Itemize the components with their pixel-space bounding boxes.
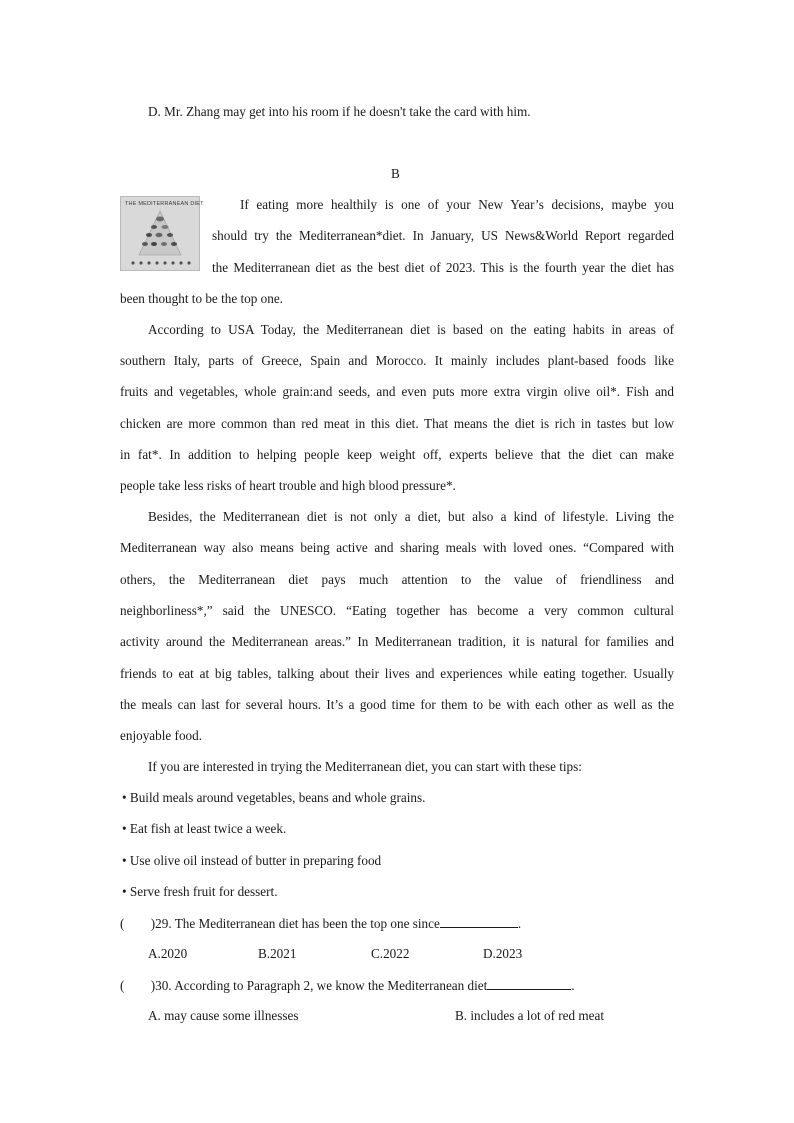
p3-line-3: others, the Mediterranean diet pays much attention to the value of friendliness and bbox=[120, 572, 674, 587]
p2-line-6: people take less risks of heart trouble and high blood pressure*. bbox=[120, 478, 456, 493]
p2-line-3: fruits and vegetables, whole grain:and seeds, and even puts more extra virgin olive oil*. Fish and bbox=[120, 384, 674, 399]
p1-line-3: the Mediterranean diet as the best diet of 2023. This is the fourth year the diet has bbox=[212, 260, 674, 275]
p1-line-4: been thought to be the top one. bbox=[120, 291, 283, 306]
answer-paren[interactable]: ( ) bbox=[120, 916, 156, 931]
answer-blank[interactable] bbox=[487, 977, 571, 990]
answer-paren[interactable]: ( ) bbox=[120, 978, 156, 993]
q29-option-d[interactable]: D.2023 bbox=[483, 946, 523, 961]
q30-option-a[interactable]: A. may cause some illnesses bbox=[148, 1008, 299, 1023]
q29-option-c[interactable]: C.2022 bbox=[371, 946, 410, 961]
p3-line-1: Besides, the Mediterranean diet is not only a diet, but also a kind of lifestyle. Living the bbox=[148, 509, 674, 524]
q29-option-a[interactable]: A.2020 bbox=[148, 946, 188, 961]
tip-item: • Serve fresh fruit for dessert. bbox=[122, 884, 278, 899]
p1-line-2: should try the Mediterranean*diet. In January, US News&World Report regarded bbox=[212, 228, 674, 243]
p2-line-5: in fat*. In addition to helping people keep weight off, experts believe that the diet can make bbox=[120, 447, 674, 462]
tip-item: • Build meals around vegetables, beans and whole grains. bbox=[122, 790, 426, 805]
p3-line-5: activity around the Mediterranean areas.” In Mediterranean tradition, it is natural for families and bbox=[120, 634, 674, 649]
p3-line-8: enjoyable food. bbox=[120, 728, 203, 743]
p1-line-1: If eating more healthily is one of your New Year’s decisions, maybe you bbox=[240, 197, 674, 212]
tip-item: • Use olive oil instead of butter in preparing food bbox=[122, 853, 382, 868]
tip-item: • Eat fish at least twice a week. bbox=[122, 821, 287, 836]
answer-blank[interactable] bbox=[440, 915, 518, 928]
p3-line-6: friends to eat at big tables, talking about their lives and experiences while eating together. Usually bbox=[120, 666, 674, 681]
p2-line-4: chicken are more common than red meat in this diet. That means the diet is rich in tastes but low bbox=[120, 416, 674, 431]
question-30 bbox=[120, 977, 575, 994]
tips-intro: If you are interested in trying the Mediterranean diet, you can start with these tips: bbox=[148, 759, 582, 774]
p2-line-1: According to USA Today, the Mediterranean diet is based on the eating habits in areas of bbox=[148, 322, 674, 337]
question-29 bbox=[120, 915, 521, 932]
mediterranean-diet-figure bbox=[120, 196, 204, 271]
figure-caption: THE MEDITERRANEAN DIET bbox=[125, 201, 204, 207]
question-end: . bbox=[517, 916, 522, 931]
previous-option-d: D. Mr. Zhang may get into his room if he doesn't take the card with him. bbox=[148, 104, 531, 119]
p2-line-2: southern Italy, parts of Greece, Spain and Morocco. It mainly includes plant-based foods like bbox=[120, 353, 674, 368]
question-end: . bbox=[571, 978, 575, 993]
food-pyramid-icon bbox=[121, 197, 199, 270]
p3-line-2: Mediterranean way also means being active and sharing meals with loved ones. “Compared with bbox=[120, 540, 674, 555]
q30-option-b[interactable]: B. includes a lot of red meat bbox=[455, 1008, 605, 1023]
p3-line-7: the meals can last for several hours. It’s a good time for them to be with each other as well as the bbox=[120, 697, 674, 712]
q29-option-b[interactable]: B.2021 bbox=[258, 946, 297, 961]
question-stem: 29. The Mediterranean diet has been the top one since bbox=[155, 916, 440, 931]
p3-line-4: neighborliness*,” said the UNESCO. “Eating together has become a very common cultural bbox=[120, 603, 674, 618]
section-label: B bbox=[391, 166, 400, 181]
question-stem: 30. According to Paragraph 2, we know the Mediterranean diet bbox=[155, 978, 488, 993]
